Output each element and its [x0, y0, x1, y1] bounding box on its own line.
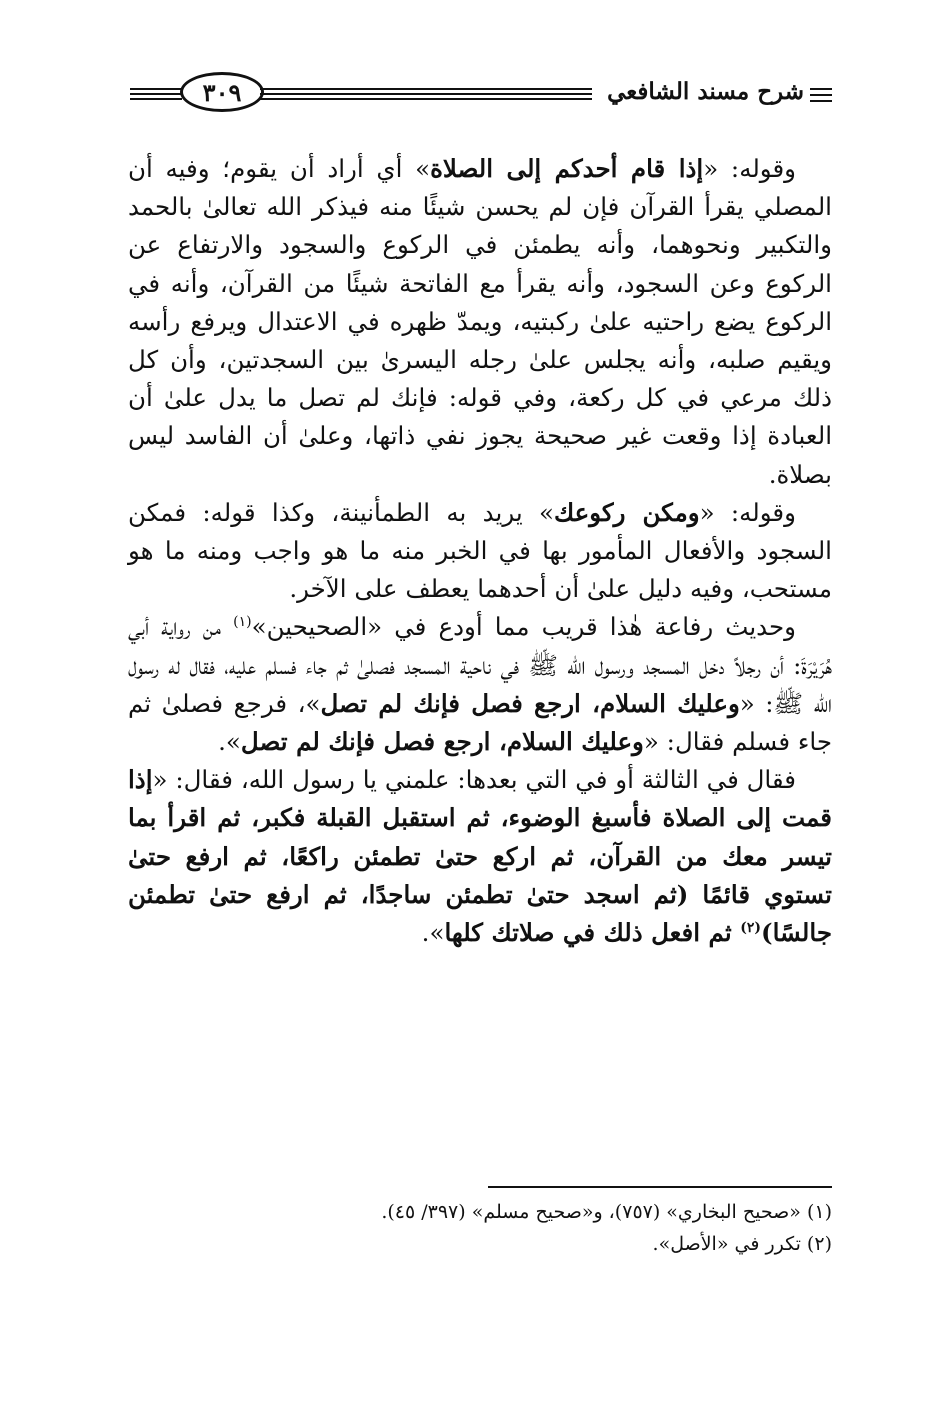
hadith-quote: إذا قمت إلى الصلاة فأسبغ الوضوء، ثم استقبل القبلة فكبر، ثم اقرأ بما تيسر معك من القرآن، ثم اركع حتىٰ تطمئن راكعًا، ثم ارفع حتىٰ تستوي قائمًا (ثم اسجد حتىٰ تطمئن ساجدًا، ثم ارفع حتىٰ تطمئن جالسًا) [128, 765, 832, 948]
text-run: وحديث رفاعة هٰذا قريب مما أودع في «الصحيحين» [251, 612, 797, 642]
footnote: (١) «صحيح البخاري» (٧٥٧)، و«صحيح مسلم» (٣٩٧/ ٤٥). [381, 1201, 832, 1223]
hadith-quote: وعليك السلام، ارجع فصل فإنك لم تصل [240, 727, 644, 757]
header-ornament-left [130, 88, 182, 100]
text-run: وقوله: « [699, 497, 796, 527]
footnote-reference[interactable]: (٢) [740, 919, 761, 936]
hadith-quote: ومكن ركوعك [553, 497, 700, 527]
paragraph [128, 608, 832, 761]
text-run: فقال في الثالثة أو في التي بعدها: علمني يا رسول الله، فقال: « [152, 765, 796, 795]
hadith-quote: إذا قام أحدكم إلى الصلاة [430, 154, 704, 183]
text-run: من رواية أبي هُرَيْرَةَ: أن رجلاً دخل المسجد ورسول الله ﷺ في ناحية المسجد فصلىٰ ثم جاء فسلم عليه، فقال له رسول الله ﷺ: « [128, 612, 832, 718]
footnote: (٢) تكرر في «الأصل». [652, 1233, 832, 1255]
text-run: » يريد به الطمأنينة، وكذا قوله: فمكن السجود والأفعال المأمور بها في الخبر منه ما هو واجب ومنه ما هو مستحب، وفيه دليل علىٰ أن أحدهما يعطف على الآخر. [128, 497, 832, 604]
paragraph [128, 761, 832, 952]
hadith-quote: ثم افعل ذلك في صلاتك كلها [444, 918, 741, 948]
text-run: »، فرجع فصلىٰ ثم جاء فسلم فقال: « [128, 688, 832, 757]
paragraph [128, 494, 832, 609]
hadith-quote: وعليك السلام، ارجع فصل فإنك لم تصل [320, 688, 740, 718]
page-number [180, 72, 264, 112]
text-run: ». [218, 727, 241, 757]
text-run: وقوله: « [703, 154, 796, 183]
text-run: ». [421, 918, 445, 948]
header-title: شرح مسند الشافعي [607, 78, 804, 105]
paragraph [128, 150, 832, 494]
main-text [128, 150, 832, 952]
footnotes [128, 1196, 832, 1260]
footnote-reference[interactable]: (١) [233, 614, 252, 631]
text-run: » أي أراد أن يقوم؛ وفيه أن المصلي يقرأ القرآن فإن لم يحسن شيئًا منه فيذكر الله تعالىٰ بالحمد والتكبير ونحوهما، وأنه يطمئن في الركوع والسجود والارتفاع عن الركوع وعن السجود، وأنه يقرأ مع الفاتحة شيئًا من القرآن، وأنه في الركوع يضع راحتيه علىٰ ركبتيه، ويمدّ ظهره في الاعتدال ويرفع رأسه ويقيم صلبه، وأنه يجلس علىٰ رجله اليسرىٰ بين السجدتين، وأن كل ذلك مرعي في كل ركعة، وفي قوله: فإنك لم تصل ما يدل علىٰ أن العبادة إذا وقعت غير صحيحة يجوز نفي ذاتها، وعلىٰ أن الفاسد ليس بصلاة. [128, 154, 832, 489]
footnote-separator [488, 1186, 832, 1188]
page-number-text: ٣٠٩ [202, 77, 242, 107]
header-ornament-right [810, 88, 832, 102]
header-rule [260, 88, 592, 100]
running-header [120, 70, 832, 130]
